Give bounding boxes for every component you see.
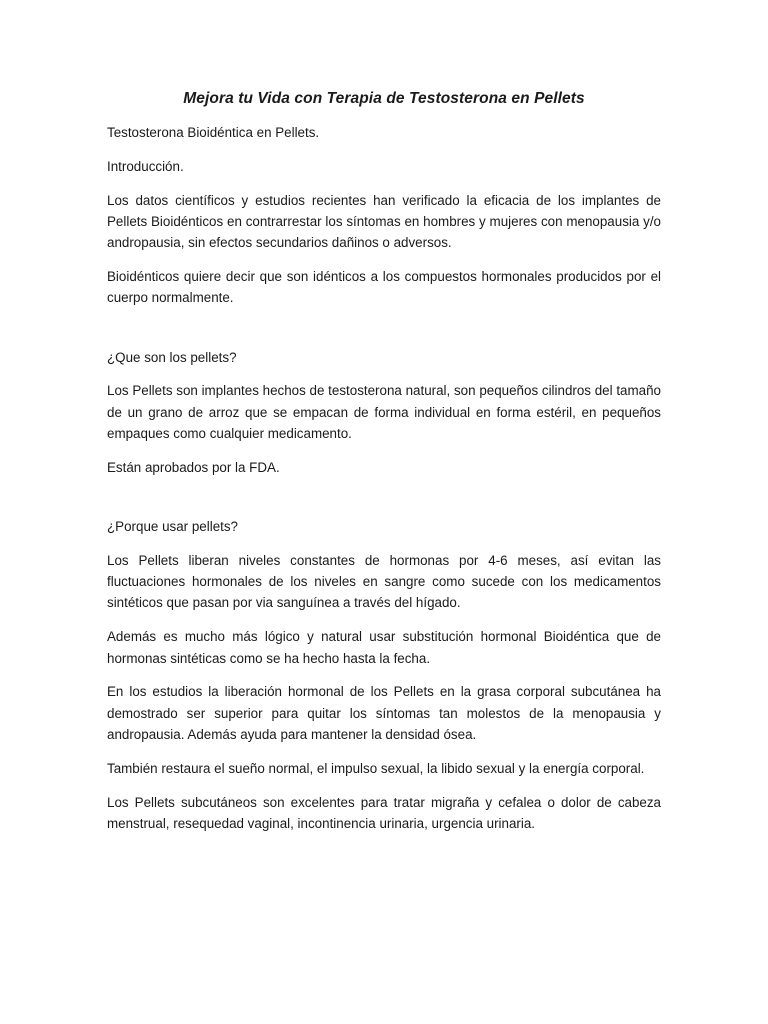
paragraph-scientific-data: Los datos científicos y estudios recientes han verificado la eficacia de los implantes de Pellets Bioidénticos en contrarrestar los síntomas en hombres y mujeres con menopausia y/o andropausia, sin efectos secundarios dañinos o adversos. bbox=[107, 192, 661, 251]
paragraph-bioidentical-definition: Bioidénticos quiere decir que son idénticos a los compuestos hormonales producidos por el cuerpo normalmente. bbox=[107, 268, 661, 306]
paragraph-pellets-description: Los Pellets son implantes hechos de testosterona natural, son pequeños cilindros del tamaño de un grano de arroz que se empacan de forma individual en forma estéril, en pequeños empaques como cualquier medicamento. bbox=[107, 383, 661, 441]
paragraph-studies: En los estudios la liberación hormonal de los Pellets en la grasa corporal subcutánea ha demostrado ser superior para quitar los síntomas tan molestos de la menopausia y andropausia. Además ayuda para mantener la densidad ósea. bbox=[107, 684, 661, 742]
intro-heading: Introducción. bbox=[107, 158, 184, 174]
heading-what-are-pellets: ¿Que son los pellets? bbox=[107, 349, 237, 365]
document-subtitle: Testosterona Bioidéntica en Pellets. bbox=[107, 125, 320, 140]
paragraph-subcutaneous-benefits: Los Pellets subcutáneos son excelentes para tratar migraña y cefalea o dolor de cabeza menstrual, resequedad vaginal, incontinencia urinaria, urgencia urinaria. bbox=[107, 794, 661, 831]
heading-why-use-pellets: ¿Porque usar pellets? bbox=[107, 519, 239, 535]
document-title: Mejora tu Vida con Terapia de Testosterona en Pellets bbox=[183, 90, 585, 107]
paragraph-logical-natural: Además es mucho más lógico y natural usar substitución hormonal Bioidéntica que de hormonas sintéticas como se ha hecho hasta la fecha. bbox=[107, 629, 661, 666]
paragraph-fda-approval: Están aprobados por la FDA. bbox=[107, 459, 280, 475]
document-body bbox=[107, 88, 661, 834]
paragraph-restores-sleep: También restaura el sueño normal, el impulso sexual, la libido sexual y la energía corporal. bbox=[107, 760, 645, 776]
paragraph-constant-levels: Los Pellets liberan niveles constantes de hormonas por 4-6 meses, así evitan las fluctuaciones hormonales de los niveles en sangre como sucede con los medicamentos sintéticos que pasan por via sanguínea a través del hígado. bbox=[107, 552, 661, 611]
